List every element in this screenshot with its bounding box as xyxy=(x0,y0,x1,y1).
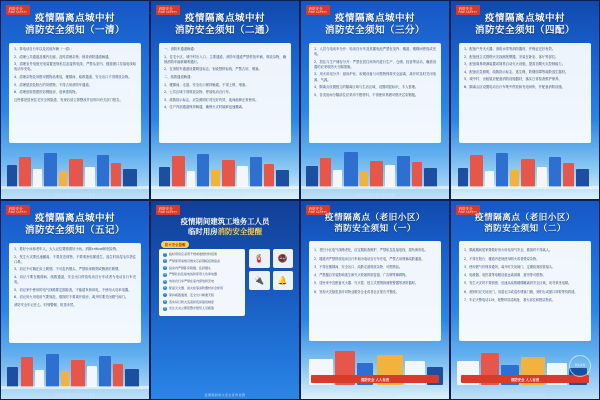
poster-5 xyxy=(0,200,150,400)
icon-grid xyxy=(249,249,293,290)
brand-logo-line2: FIRE SAFETY xyxy=(158,210,177,214)
poster-7 xyxy=(300,200,450,400)
body-paragraph: 5、发生火灾时不要惊慌，迅速从疏散楼梯撤离到安全区域，切勿乘坐电梯。 xyxy=(464,281,572,286)
poster-banner xyxy=(157,217,293,236)
poster-6 xyxy=(150,200,300,400)
body-paragraph: 3、用火用电分开：厨房炉灶、取暖设备与可燃物保持安全距离，离开时及时关闭电源、气源。 xyxy=(314,72,436,82)
poster-title-line1: 疫情隔离点城中村 xyxy=(34,13,115,24)
brand-logo-line1: 消防安全 xyxy=(158,206,173,211)
brand-logo-line1: 消防安全 xyxy=(458,206,473,211)
poster-title-line1: 疫情隔离点（老旧小区） xyxy=(474,213,576,223)
cityscape-illustration xyxy=(151,145,299,187)
body-paragraph: 1、隔离期间居家要做好用火用电用气安全，做饭时不得离人。 xyxy=(464,248,553,253)
body-paragraph: 2、配备独立式感烟火灾探测报警器，安装在卧室、客厅等部位。 xyxy=(464,54,559,59)
banner-line2-prefix: 临时用房 xyxy=(188,226,218,236)
cityscape-illustration xyxy=(1,145,149,187)
cityscape-illustration xyxy=(1,345,149,387)
poster-title-line2: 消防安全须知（三分） xyxy=(324,24,425,36)
body-paragraph: 1、人员与电动车分开：电动自行车及其蓄电池严禁在室内、楼道、楼梯间停放或充电。 xyxy=(314,47,436,57)
list-item xyxy=(163,259,241,264)
brand-logo-line2: FIRE SAFETY xyxy=(458,10,477,14)
body-paragraph: 1、楼梯间、走道、安全出口保持畅通，不得上锁、堵塞。 xyxy=(164,82,249,87)
poster-title-line1: 疫情隔离点城中村 xyxy=(184,13,265,24)
brand-logo-line2: FIRE SAFETY xyxy=(158,10,177,14)
brand-logo-line2: FIRE SAFETY xyxy=(8,10,27,14)
body-paragraph: 4、隔离点设置独立的隔离区域与生活区域，设置明显标识，专人管理。 xyxy=(314,85,419,90)
poster-footer: 疫情期间防火安全宣传挂图 xyxy=(354,393,396,397)
poster-body xyxy=(9,43,141,143)
body-paragraph: 4、清理杂物及易燃可燃物品堆放，楼梯间、疏散通道、安全出口不得堆放杂物。 xyxy=(14,74,132,79)
poster-4 xyxy=(450,0,600,200)
brand-logo xyxy=(156,205,180,215)
body-paragraph: 6、隔离点应设置电动自行车集中停放和充电场所，并配备消防设施。 xyxy=(464,85,566,90)
brand-logo-line1: 消防安全 xyxy=(8,6,23,11)
body-paragraph: 消防安全牢记在心，时刻警惕，防患未然。 xyxy=(14,302,77,307)
body-paragraph: 5、各类房间分隔部位应采用不燃材料，不得使用易燃可燃夹芯彩钢板。 xyxy=(314,92,419,97)
body-paragraph: 二、疏散通道畅通： xyxy=(164,74,194,79)
item-number: 2 xyxy=(164,259,166,263)
body-paragraph: 6、被困时应关闭房门，用湿毛巾或湿布堵塞门缝，到阳台或窗口呼救等待救援。 xyxy=(464,289,578,294)
item-text: 电动自行车严禁在室内停放和充电 xyxy=(169,279,215,284)
item-text: 宿舍内严禁卧床吸烟、乱扔烟头 xyxy=(169,265,212,270)
body-paragraph: 4、电暖器、电热毯等取暖设备远离被褥、窗帘等可燃物。 xyxy=(464,273,546,278)
no-smoking-icon: 🚭 xyxy=(273,249,294,268)
list-item xyxy=(163,306,241,311)
brand-logo-line2: FIRE SAFETY xyxy=(308,210,327,214)
item-number: 6 xyxy=(164,286,166,290)
item-text: 配备灭火器、消火栓等消防器材并会使用 xyxy=(169,285,224,290)
body-paragraph: 一、消防车通道畅通： xyxy=(164,47,197,51)
poster-footer: 疫情期间防火安全宣传挂图 xyxy=(54,393,96,397)
body-paragraph: 4、配备应急照明、疏散指示标志、逃生绳、防烟面罩等疏散逃生器材。 xyxy=(464,69,569,74)
body-paragraph: 4、住户内部通道保持畅通，确保火灾时能够迅速撤离。 xyxy=(164,105,246,110)
list-item xyxy=(163,272,241,277)
body-paragraph: 2、公共区域不得堆放杂物、停放电动自行车。 xyxy=(164,90,233,95)
body-paragraph: 1、老旧小区电气线路老化，应定期检查维护，严禁私拉乱接电线、超负荷用电。 xyxy=(314,248,428,253)
item-number: 7 xyxy=(164,293,166,297)
body-paragraph: 2、居住与生产储存分开：严禁在居住场所内进行生产、仓储、经营等活动，确需设置的应采取防火分隔措施。 xyxy=(314,59,436,69)
body-paragraph: 1、配备户外灭火器、消防水带等消防器材，并保证完好有效。 xyxy=(464,47,556,51)
brand-logo-line1: 消防安全 xyxy=(458,6,473,11)
item-text: 严禁使用易燃可燃夹芯彩钢板搭建宿舍 xyxy=(169,258,221,263)
body-paragraph: 2、不得在阳台、楼道内违规使用明火或者焚烧杂物。 xyxy=(464,256,540,261)
poster-title-line2: 消防安全须知（二） xyxy=(484,223,566,234)
body-paragraph: 6、清理违规搭建的彩钢板房、违章建筑物。 xyxy=(14,90,79,95)
body-paragraph: 5、城中村、出租屋应配备消防设施器材，落实日常检查维护保养。 xyxy=(464,77,562,82)
ground-line xyxy=(451,186,599,189)
poster-footer: 疫情期间防火安全宣传挂图 xyxy=(204,393,246,397)
poster-1 xyxy=(0,0,150,200)
banner-line2-highlight: 消防安全提醒 xyxy=(217,226,262,236)
poster-body xyxy=(459,43,591,143)
list-item xyxy=(163,286,241,291)
poster-footer: 疫情期间防火安全宣传挂图 xyxy=(54,193,96,197)
cityscape-illustration xyxy=(301,145,449,187)
poster-footer: 疫情期间防火安全宣传挂图 xyxy=(504,193,546,197)
item-number: 5 xyxy=(164,279,166,283)
ground-line xyxy=(151,186,299,189)
body-paragraph: 这些都是居民住宅安全的隐患，发现后请立即整改并及时向有关部门报告。 xyxy=(14,97,123,102)
body-paragraph: 3、使用燃气时保持通风，离开时关闭阀门，定期检查胶管接头。 xyxy=(464,264,556,269)
body-paragraph: 3、切记不可躺在床上吸烟，不可乱扔烟头，严禁卧床吸烟或醉酒后吸烟。 xyxy=(14,267,122,272)
item-number: 4 xyxy=(164,272,166,276)
body-paragraph: 2、楼道内严禁停放电动自行车和为电动自行车充电，严禁占用堵塞疏散通道。 xyxy=(314,256,425,261)
body-paragraph: 5、居民家中宜配备灭火器、灭火毯、独立式感烟探测报警器等消防器材。 xyxy=(314,281,419,286)
brand-logo-line2: FIRE SAFETY xyxy=(8,210,27,214)
banner-line1: 疫情期间建筑工地务工人员 xyxy=(180,217,270,226)
item-number: 1 xyxy=(164,252,166,256)
seal-badge: 防火宣传 xyxy=(569,355,591,377)
fire-extinguisher-icon: 🧯 xyxy=(249,249,270,268)
item-text: 保持疏散通道、安全出口畅通无阻 xyxy=(169,292,215,297)
poster-body xyxy=(159,43,291,143)
poster-title-line2: 消防安全须知（一） xyxy=(334,223,416,234)
poster-title-line2: 消防安全须知（一清） xyxy=(24,24,125,36)
body-paragraph: 2、在消防车通道设置明显标志，划设禁停标线，严禁占用、堵塞。 xyxy=(164,67,262,72)
poster-body xyxy=(459,241,591,341)
cityscape-illustration xyxy=(451,145,599,187)
list-item xyxy=(163,293,241,298)
ground-line xyxy=(1,186,149,189)
list-item xyxy=(163,266,241,271)
poster-body xyxy=(9,243,141,343)
poster-3 xyxy=(300,0,450,200)
body-paragraph: 3、不得在楼梯间、安全出口、疏散走道堆放杂物、可燃物品。 xyxy=(314,264,403,269)
poster-body xyxy=(309,43,441,143)
item-text: 严禁私拉乱接电线和使用大功率电器 xyxy=(169,272,218,277)
item-text: 临时用房应采用不燃或难燃材料搭建 xyxy=(169,252,218,256)
body-paragraph: 1、持电动自行车以及其他车辆（一清）： xyxy=(14,47,74,51)
tips-list xyxy=(159,249,245,316)
poster-title-line1: 疫情隔离点（老旧小区） xyxy=(324,213,426,223)
poster-title-line2: 消防安全须知（二通） xyxy=(174,24,275,36)
slogan-strip: 消防安全 人人有责 xyxy=(311,375,439,383)
brand-logo-line2: FIRE SAFETY xyxy=(308,10,327,14)
poster-title-line1: 疫情隔离点城中村 xyxy=(484,13,565,24)
body-paragraph: 5、清理屋顶及阳台的易燃物，不得占用消防车通道。 xyxy=(14,82,92,87)
electric-plug-icon: 🔌 xyxy=(249,271,270,290)
item-number: 8 xyxy=(164,300,166,304)
poster-2 xyxy=(150,0,300,200)
poster-footer: 疫情期间防火安全宣传挂图 xyxy=(504,393,546,397)
ground-line xyxy=(1,386,149,389)
poster-title-line1: 疫情隔离点城中村 xyxy=(34,213,115,224)
poster-title-line2: 消防安全须知（四配） xyxy=(474,24,575,36)
body-paragraph: 7、牢记火警电话119，报警时讲清地址、着火部位和燃烧物质。 xyxy=(464,298,555,303)
section-pill: 防火安全提醒 xyxy=(161,241,189,248)
item-number: 3 xyxy=(164,266,166,270)
body-paragraph: 6、切记用火用电用气要规范，做饭时不要离开厨房，离开时要关闭燃气阀门。 xyxy=(14,295,129,300)
body-paragraph: 1、住宅小区、城中村出入口、主要通道、消防车通道严禁停放车辆、堆放杂物，确保消防车能够顺利通行。 xyxy=(164,54,286,64)
brand-logo-line1: 消防安全 xyxy=(8,206,23,211)
slogan-strip: 消防安全 人人有责 xyxy=(461,375,589,383)
item-text: 发生火灾立即报警并组织人员疏散 xyxy=(169,306,215,311)
ground-line xyxy=(301,186,449,189)
body-paragraph: 5、切记家中使用的电气线路要定期检查，不能超负荷用电，不使用大功率电器。 xyxy=(14,287,132,292)
brand-logo-line1: 消防安全 xyxy=(158,6,173,11)
body-paragraph: 4、严禁擅自安装影响逃生和灭火救援的防盗窗、广告牌等障碍物。 xyxy=(314,273,409,278)
list-item xyxy=(163,300,241,305)
brand-logo-line1: 消防安全 xyxy=(308,6,323,11)
body-paragraph: 2、清理公共通道及楼内走廊，及时清理杂物，保持消防通道畅通。 xyxy=(14,54,112,59)
poster-8 xyxy=(450,200,600,400)
poster-footer: 疫情期间防火安全宣传挂图 xyxy=(204,193,246,197)
item-text: 落实每日防火巡查和夜间值班制度 xyxy=(169,299,215,304)
poster-title-line2: 消防安全须知（五记） xyxy=(24,224,125,236)
brand-logo-line2: FIRE SAFETY xyxy=(458,210,477,214)
list-item xyxy=(163,279,241,284)
poster-title-line1: 疫情隔离点城中村 xyxy=(334,13,415,24)
body-paragraph: 3、清理室外电瓶充电装置违规私拉乱接的电线，严禁从室内、楼道窗口拉接电线给电动车充电。 xyxy=(14,62,136,72)
body-paragraph: 1、看好小孩和老年人，大人记住要照看好小孩，消除critical和危险物。 xyxy=(14,247,120,251)
body-paragraph: 2、发生火灾要迅速撤离，不要贪恋财物，不要乘坐电梯逃生，逃生时用湿毛巾捂住口鼻。 xyxy=(14,254,136,264)
poster-footer: 疫情期间防火安全宣传挂图 xyxy=(354,193,396,197)
list-item xyxy=(163,252,241,257)
item-number: 9 xyxy=(164,306,166,310)
body-paragraph: 3、配备简易喷淋装置或简易自动灭火设施，提高初期火灾控制能力。 xyxy=(464,62,566,67)
fire-alarm-icon: 🔔 xyxy=(273,271,294,290)
body-paragraph: 3、疏散指示标志、应急照明灯具完好有效，夜间能够正常使用。 xyxy=(164,97,259,102)
body-paragraph: 4、切记不要在楼梯间、疏散通道、安全出口停放电动自行车或者为电动自行车充电。 xyxy=(14,274,136,285)
brand-logo-line1: 消防安全 xyxy=(308,206,323,211)
poster-body xyxy=(309,241,441,341)
body-paragraph: 6、发现火灾隐患及时向物业服务企业或者社区报告并整改。 xyxy=(314,289,399,294)
